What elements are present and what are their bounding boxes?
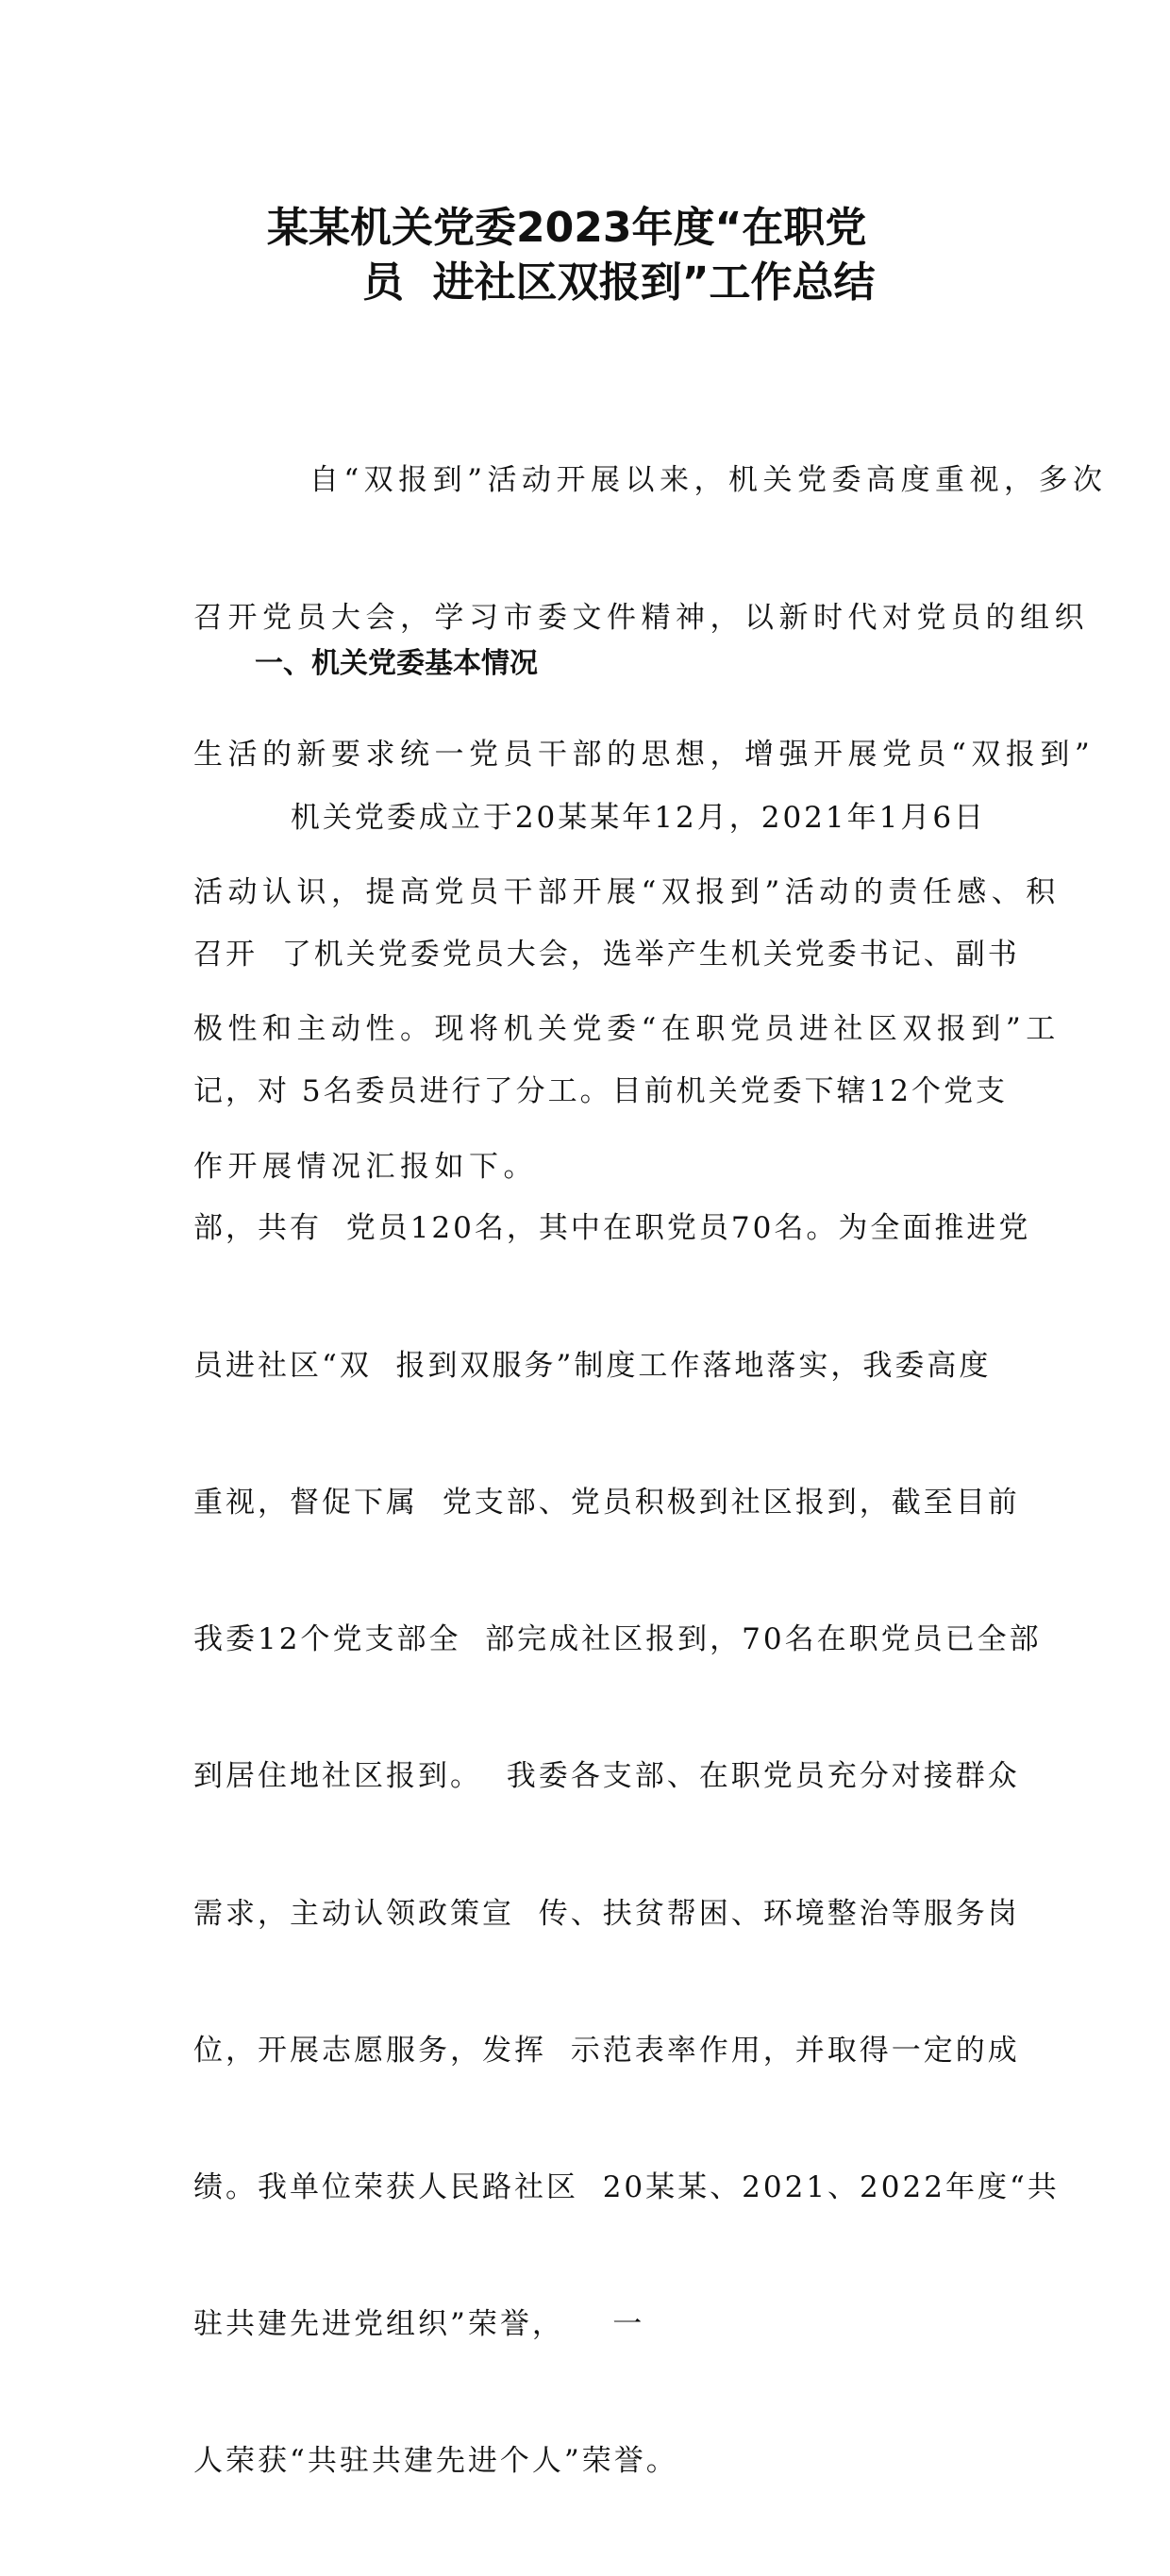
intro-line: 极性和主动性。现将机关党委“在职党员进社区双报到”工 — [193, 1012, 1061, 1046]
intro-line: 生活的新要求统一党员干部的思想，增强开展党员“双报到” — [193, 738, 1095, 772]
section-line: 召开 了机关党委党员大会，选举产生机关党委书记、副书 — [193, 938, 1020, 972]
section-line: 绩。我单位荣获人民路社区 20某某、2021、2022年度“共 — [193, 2170, 1060, 2204]
section-line: 人荣获“共驻共建先进个人”荣誉。 — [193, 2444, 678, 2479]
intro-line: 召开党员大会，学习市委文件精神，以新时代对党员的组织 — [193, 600, 1089, 635]
section-line: 机关党委成立于20某某年12月，2021年1月6日 — [193, 800, 987, 835]
section-line: 员进社区“双 报到双服务”制度工作落地落实，我委高度 — [193, 1348, 992, 1383]
section-line: 位，开展志愿服务，发挥 示范表率作用，并取得一定的成 — [193, 2033, 1020, 2068]
section-1-paragraph — [193, 704, 1095, 2576]
intro-line: 自“双报到”活动开展以来，机关党委高度重视，多次 — [193, 463, 1108, 497]
section-line: 重视，督促下属 党支部、党员积极到社区报到，截至目前 — [193, 1485, 1020, 1520]
section-line: 我委12个党支部全 部完成社区报到，70名在职党员已全部 — [193, 1622, 1042, 1657]
intro-line: 作开展情况汇报如下。 — [193, 1149, 538, 1184]
section-line: 部，共有 党员120名，其中在职党员70名。为全面推进党 — [193, 1211, 1031, 1246]
section-line: 需求，主动认领政策宣 传、扶贫帮困、环境整治等服务岗 — [193, 1896, 1020, 1931]
section-line: 记，对 5名委员进行了分工。目前机关党委下辖12个党支 — [193, 1074, 1009, 1109]
document-title-line-2: 员 进社区双报到”工作总结 — [362, 258, 876, 307]
section-line: 到居住地社区报到。 我委各支部、在职党员充分对接群众 — [193, 1759, 1020, 1794]
document-title-line-1: 某某机关党委2023年度“在职党 — [267, 204, 867, 252]
intro-line: 活动认识，提高党员干部开展“双报到”活动的责任感、积 — [193, 874, 1061, 909]
section-line: 驻共建先进党组织”荣誉， 一 — [193, 2307, 645, 2342]
section-heading-1: 一、机关党委基本情况 — [255, 647, 538, 680]
